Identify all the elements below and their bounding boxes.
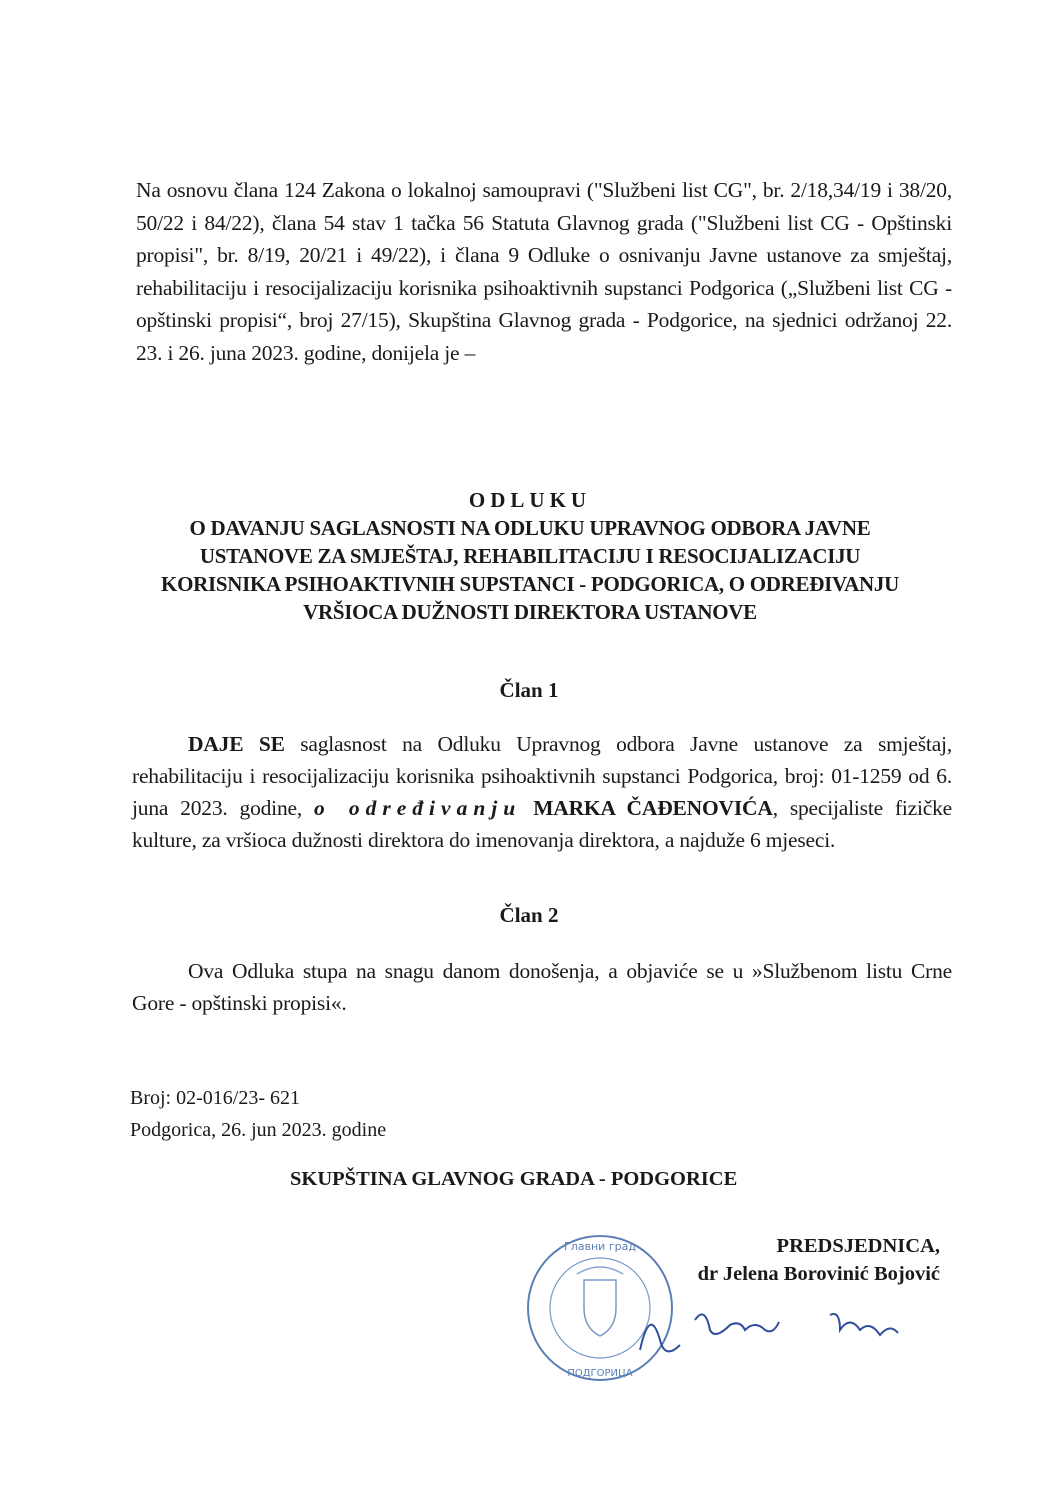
title-line: VRŠIOCA DUŽNOSTI DIREKTORA USTANOVE <box>303 600 757 624</box>
appointee-name: MARKA ČAĐENOVIĆA <box>533 796 773 820</box>
title-line: O DAVANJU SAGLASNOSTI NA ODLUKU UPRAVNOG ODBORA JAVNE <box>189 516 871 540</box>
article-1-lead: DAJE SE <box>188 732 285 756</box>
handwritten-signature-icon <box>600 1300 920 1360</box>
signature-block <box>600 1232 940 1288</box>
article-1-body <box>132 728 952 856</box>
assembly-name: SKUPŠTINA GLAVNOG GRADA - PODGORICE <box>290 1168 738 1190</box>
signatory-name: dr Jelena Borovinić Bojović <box>697 1263 940 1285</box>
preamble-paragraph: Na osnovu člana 124 Zakona o lokalnoj samoupravi ("Službeni list CG", br. 2/18,34/19 i 38/20, 50/22 i 84/22), člana 54 stav 1 tačka 56 Statuta Glavnog grada ("Službeni list CG - Opštinski propisi", br. 8/19, 20/21 i 49/22), i člana 9 Odluke o osnivanju Javne ustanove za smještaj, rehabilitaciju i resocijalizaciju korisnika psihoaktivnih supstanci Podgorica („Službeni list CG - opštinski propisi“, broj 27/15), Skupština Glavnog grada - Podgorice, na sjednici održanoj 22. 23. i 26. juna 2023. godine, donijela je – <box>136 178 952 365</box>
article-2-text: Ova Odluka stupa na snagu danom donošenja, a objaviće se u »Službenom listu Crne Gore - opštinski propisi«. <box>132 959 952 1015</box>
svg-text:ПОДГОРИЦА: ПОДГОРИЦА <box>567 1368 633 1379</box>
title-line: USTANOVE ZA SMJEŠTAJ, REHABILITACIJU I RESOCIJALIZACIJU <box>199 544 861 568</box>
article-1-text-a: saglasnost na Odluku Upravnog odbora Javne ustanove za smještaj, rehabilitaciju i resocijalizaciju korisnika psihoaktivnih supstanci Podgorica, broj: 01-1259 od 6. juna 2023. godine, <box>132 732 952 820</box>
svg-text:Главни град: Главни град <box>564 1240 636 1253</box>
title-line: KORISNIKA PSIHOAKTIVNIH SUPSTANCI - PODGORICA, O ODREĐIVANJU <box>161 572 899 596</box>
document-number: Broj: 02-016/23- 621 <box>130 1087 300 1109</box>
signatory-role: PREDSJEDNICA, <box>776 1235 940 1257</box>
document-meta <box>130 1082 386 1146</box>
title-main: ODLUKU <box>468 488 592 512</box>
article-1-heading: Član 1 <box>499 678 559 702</box>
place-date: Podgorica, 26. jun 2023. godine <box>130 1119 387 1141</box>
article-1-text-b: , specijaliste fizičke kulture, za vršioca dužnosti direktora do imenovanja direktora, a najduže 6 mjeseci. <box>132 796 952 852</box>
article-2-body <box>132 955 952 1019</box>
article-2-heading: Član 2 <box>499 903 559 927</box>
decision-title <box>100 486 960 626</box>
article-1-spaced: o određivanju <box>313 796 522 820</box>
